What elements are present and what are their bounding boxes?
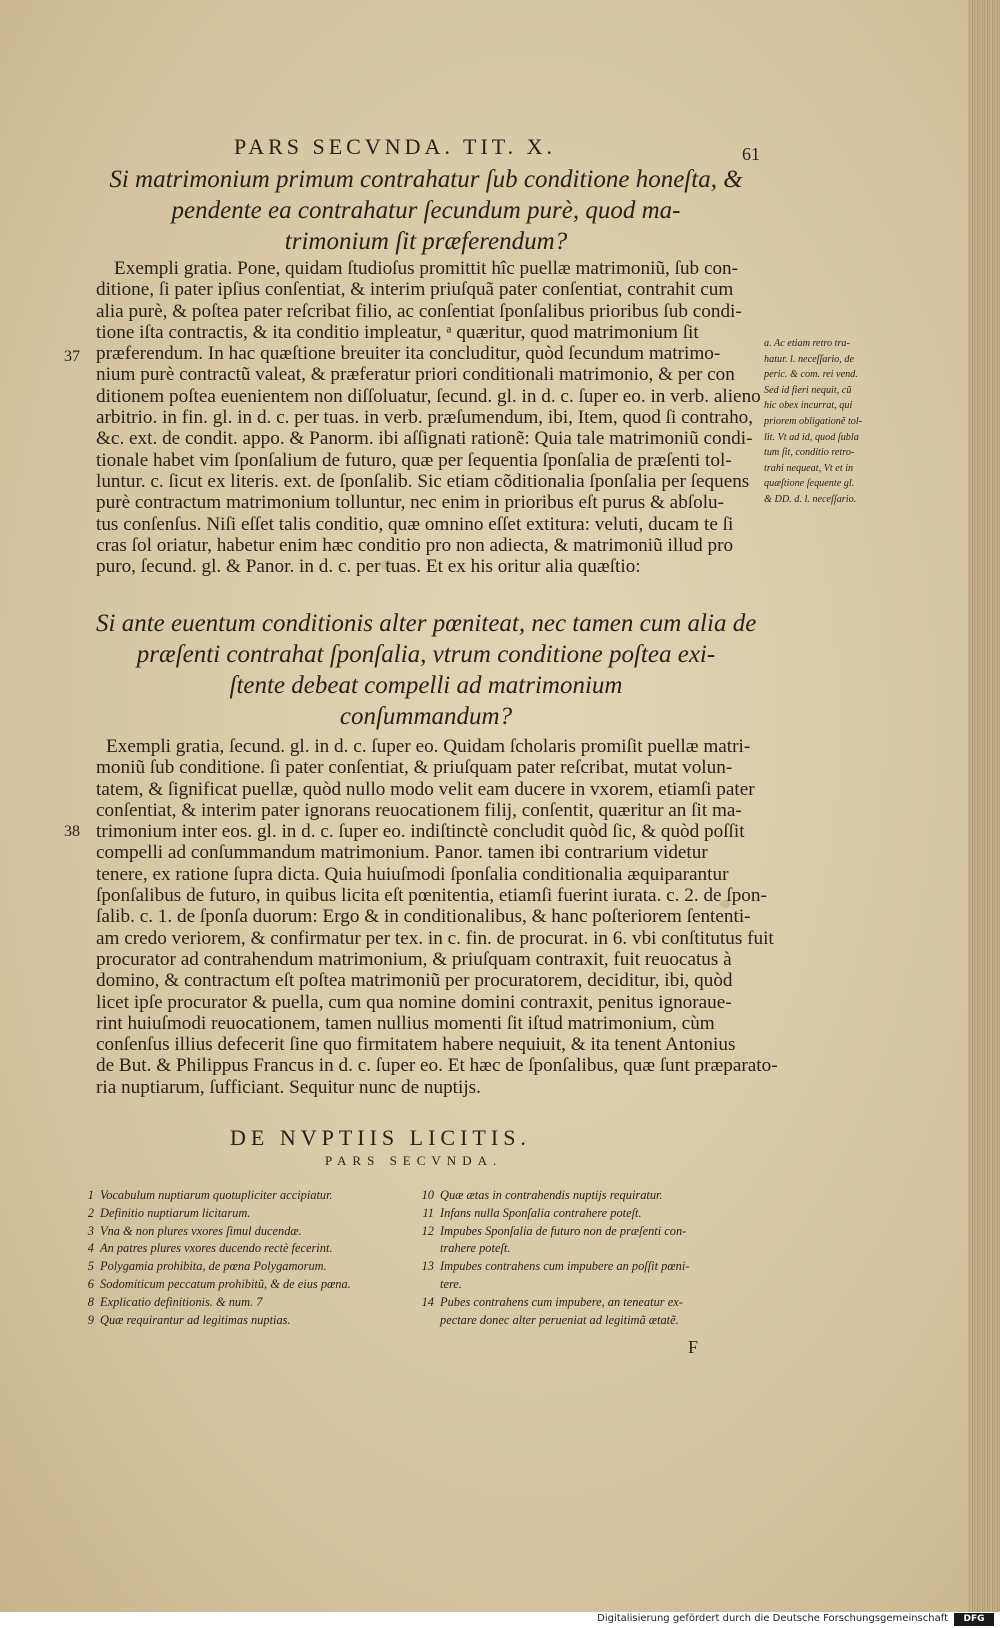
marginal-line: tum ſit, conditio retro- xyxy=(764,447,855,459)
text-line: ſalib. c. 1. de ſponſa duorum: Ergo & in conditionalibus, & hanc poſteriorem ſententi- xyxy=(96,906,751,928)
index-text-continuation: tere. xyxy=(440,1276,462,1291)
summary-index-left xyxy=(78,1187,351,1329)
paragraph-2 xyxy=(96,736,778,1098)
index-text-continuation: trahere poteſt. xyxy=(440,1241,511,1256)
index-entry xyxy=(78,1223,351,1241)
text-line: puro, ſecund. gl. & Panor. in d. c. per tuas. Et ex his oritur alia quæſtio: xyxy=(96,556,641,578)
text-line: luntur. c. ſicut ex literis. ext. de ſponſalib. Sic etiam cõditionalia ſponſalia per ſequens xyxy=(96,470,750,492)
index-text: Quæ ætas in contrahendis nuptijs requiratur. xyxy=(440,1188,663,1202)
question-heading-2 xyxy=(96,608,756,732)
margin-line-number: 37 xyxy=(64,348,80,365)
marginal-line: trahi nequeat, Vt et in xyxy=(764,462,854,474)
heading-line: ſtente debeat compelli ad matrimonium xyxy=(229,672,623,699)
dfg-logo-icon: DFG xyxy=(954,1613,994,1626)
marginal-note xyxy=(764,336,894,508)
text-line: Exempli gratia, ſecund. gl. in d. c. ſuper eo. Quidam ſcholaris promiſit puellæ matri- xyxy=(106,736,751,757)
text-line: purè contractum matrimonium tolluntur, nec enim in prioribus eſt purus & abſolu- xyxy=(96,492,725,514)
text-line: arbitrio. in fin. gl. in d. c. per tuas. in verb. præſumendum, ibi, Item, quod ſi contraho, xyxy=(96,407,754,429)
footer-credit: Digitalisierung gefördert durch die Deutsche Forschungsgemeinschaft xyxy=(597,1613,948,1624)
index-entry xyxy=(78,1276,351,1294)
text-line: compelli ad conſummandum matrimonium. Panor. tamen ibi contrarium videtur xyxy=(96,842,708,864)
index-entry xyxy=(78,1294,351,1312)
index-entry xyxy=(78,1187,351,1205)
section-title: DE NVPTIIS LICITIS. xyxy=(230,1125,531,1150)
text-line: domino, & contractum eſt poſtea matrimoniũ per procuratorem, deciditur, ibi, quòd xyxy=(96,970,733,992)
text-line: rint huiuſmodi reuocationem, tamen nullius momenti ſit iſtud matrimonium, cùm xyxy=(96,1012,715,1034)
index-number: 13 xyxy=(421,1259,434,1274)
heading-line: conſummandum? xyxy=(339,703,513,730)
index-number: 1 xyxy=(87,1188,94,1202)
text-line: tionale habet vim ſponſalium de futuro, quæ per ſequentia ſponſalia de præſenti tol- xyxy=(96,449,732,471)
marginal-line: & DD. d. l. neceſſario. xyxy=(764,493,857,505)
text-line: tenere, ex ratione ſupra dicta. Quia huiuſmodi ſponſalia conditionalia æquiparantur xyxy=(96,863,729,885)
signature-mark: F xyxy=(688,1337,699,1357)
index-number: 6 xyxy=(87,1276,94,1291)
index-text: Polygamia prohibita, de pœna Polygamorum. xyxy=(100,1259,327,1274)
index-number: 14 xyxy=(421,1294,434,1309)
index-text: Impubes contrahens cum impubere an poſſit pœni- xyxy=(440,1259,690,1274)
heading-line: Si matrimonium primum contrahatur ſub conditione honeſta, & xyxy=(109,166,743,193)
paragraph-1 xyxy=(96,258,760,577)
index-text-continuation: pectare donec alter perueniat ad legitimã ætatẽ. xyxy=(440,1312,679,1327)
marginal-line: quæſtione ſequente gl. xyxy=(764,478,855,490)
marginal-line: a. Ac etiam retro tra- xyxy=(764,338,850,349)
index-text: Definitio nuptiarum licitarum. xyxy=(100,1205,251,1220)
text-line: tus conſenſus. Niſi eſſet talis conditio, quæ omnino eſſet extitura: veluti, ducam te ſi xyxy=(96,513,734,535)
index-entry xyxy=(78,1258,351,1276)
text-line: Exempli gratia. Pone, quidam ſtudioſus promittit hîc puellæ matrimoniũ, ſub con- xyxy=(114,258,739,279)
summary-index-right xyxy=(418,1187,689,1329)
index-text: Sodomiticum peccatum prohibitũ, & de eius pœna. xyxy=(100,1276,351,1291)
text-line: licet ipſe procurator & puella, cum qua nomine domini contraxit, penitus ignoraue- xyxy=(96,991,732,1013)
index-entry xyxy=(418,1223,689,1241)
text-line: nium purè contractũ valeat, & præferatur priori conditionali matrimonio, & per con xyxy=(96,364,735,386)
index-entry xyxy=(78,1240,351,1258)
index-entry xyxy=(418,1294,689,1312)
index-number: 9 xyxy=(87,1312,94,1327)
heading-line: præſenti contrahat ſponſalia, vtrum conditione poſtea exi- xyxy=(136,641,716,668)
marginal-line: Sed id fieri nequit, cũ xyxy=(764,384,852,396)
text-line: ſponſalibus de futuro, in quibus licita eſt pœnitentia, etiamſi fuerint iurata. c. 2. de ſpon- xyxy=(96,885,767,907)
index-entry xyxy=(78,1312,351,1330)
index-number: 8 xyxy=(87,1294,94,1309)
text-line: ditione, ſi pater ipſius conſentiat, & interim priuſquã pater conſentiat, contrahit cum xyxy=(96,279,734,301)
marginal-line: hic obex incurrat, qui xyxy=(764,400,853,412)
index-number: 10 xyxy=(421,1188,434,1202)
text-line: tione iſta contractis, & ita conditio impleatur, ᵃ quæritur, quod matrimonium ſit xyxy=(96,321,699,343)
index-text: An patres plures vxores ducendo rectè fecerint. xyxy=(100,1241,333,1256)
index-text: Infans nulla Sponſalia contrahere poteſt. xyxy=(440,1205,642,1220)
text-line: tatem, & ſignificat puellæ, quòd nullo modo velit eam ducere in vxorem, etiamſi pater xyxy=(96,778,755,800)
page-number: 61 xyxy=(742,144,760,164)
text-line: am credo veriorem, & confirmatur per tex. in c. fin. de procurat. in 6. vbi conſtitutus fuit xyxy=(96,927,774,949)
index-number: 11 xyxy=(422,1205,434,1220)
index-number: 12 xyxy=(421,1223,434,1238)
section-subtitle: PARS SECVNDA. xyxy=(325,1153,503,1168)
page-edge xyxy=(968,0,1000,1612)
index-text: Pubes contrahens cum impubere, an teneatur ex- xyxy=(440,1294,683,1309)
text-line: moniũ ſub conditione. ſi pater conſentiat, & priuſquam pater reſcribat, mutat volun- xyxy=(96,757,733,779)
text-line: &c. ext. de condit. appo. & Panorm. ibi aſſignati rationẽ: Quia tale matrimoniũ condi- xyxy=(96,428,753,450)
text-line: cras ſol oriatur, habetur enim hæc conditio pro non adiecta, & matrimoniũ illud pro xyxy=(96,534,734,556)
text-line: de But. & Philippus Francus in d. c. ſuper eo. Et hæc de ſponſalibus, quæ ſunt præparato- xyxy=(96,1055,778,1077)
heading-line: pendente ea contrahatur ſecundum purè, quod ma- xyxy=(171,197,681,224)
index-entry xyxy=(418,1187,689,1205)
index-entry xyxy=(78,1205,351,1223)
index-text: Impubes Sponſalia de futuro non de præſenti con- xyxy=(440,1223,687,1238)
text-line: præferendum. In hac quæſtione breuiter ita concluditur, quòd ſecundum matrimo- xyxy=(96,343,721,365)
text-line: procurator ad contrahendum matrimonium, & priuſquam contraxit, fuit reuocatus à xyxy=(96,948,732,970)
index-number: 2 xyxy=(87,1205,94,1220)
index-number: 3 xyxy=(87,1223,94,1238)
index-text: Vocabulum nuptiarum quotupliciter accipiatur. xyxy=(100,1188,333,1202)
marginal-line: priorem obligationẽ tol- xyxy=(764,415,863,427)
heading-line: trimonium ſit præferendum? xyxy=(284,228,568,255)
question-heading-1 xyxy=(96,164,756,257)
text-line: conſenſus illius defecerit ſine quo firmitatem habere nequiuit, & ita tenent Antonius xyxy=(96,1034,736,1056)
index-entry xyxy=(418,1205,689,1223)
index-number: 5 xyxy=(87,1259,94,1274)
index-text: Quæ requirantur ad legitimas nuptias. xyxy=(100,1312,291,1327)
marginal-line: peric. & com. rei vend. xyxy=(764,369,858,381)
index-entry xyxy=(418,1258,689,1276)
heading-line: Si ante euentum conditionis alter pœniteat, nec tamen cum alia de xyxy=(96,610,757,637)
text-line: ditionem poſtea euenientem non diſſoluatur, ſecund. gl. in d. c. ſuper eo. in verb. alieno xyxy=(96,385,761,407)
index-text: Explicatio definitionis. & num. 7 xyxy=(100,1294,263,1309)
text-line: conſentiat, & interim pater ignorans reuocationem filij, conſentit, quæritur an ſit ma- xyxy=(96,799,742,821)
text-line: alia purè, & poſtea pater reſcribat filio, ac conſentiat ſponſalibus prioribus ſub condi- xyxy=(96,300,742,322)
index-number: 4 xyxy=(87,1241,94,1256)
marginal-line: hatur. l. neceſſario, de xyxy=(764,353,854,365)
index-text: Vna & non plures vxores ſimul ducendæ. xyxy=(100,1223,302,1238)
marginal-line: lit. Vt ad id, quod ſubla xyxy=(764,431,859,443)
text-line: trimonium inter eos. gl. in d. c. ſuper eo. indiſtinctè concludit quòd ſic, & quòd poſſit xyxy=(96,821,745,843)
margin-line-number: 38 xyxy=(64,823,80,840)
running-head: PARS SECVNDA. TIT. X. xyxy=(234,134,556,159)
text-line: ria nuptiarum, ſufficiant. Sequitur nunc de nuptijs. xyxy=(96,1076,481,1098)
